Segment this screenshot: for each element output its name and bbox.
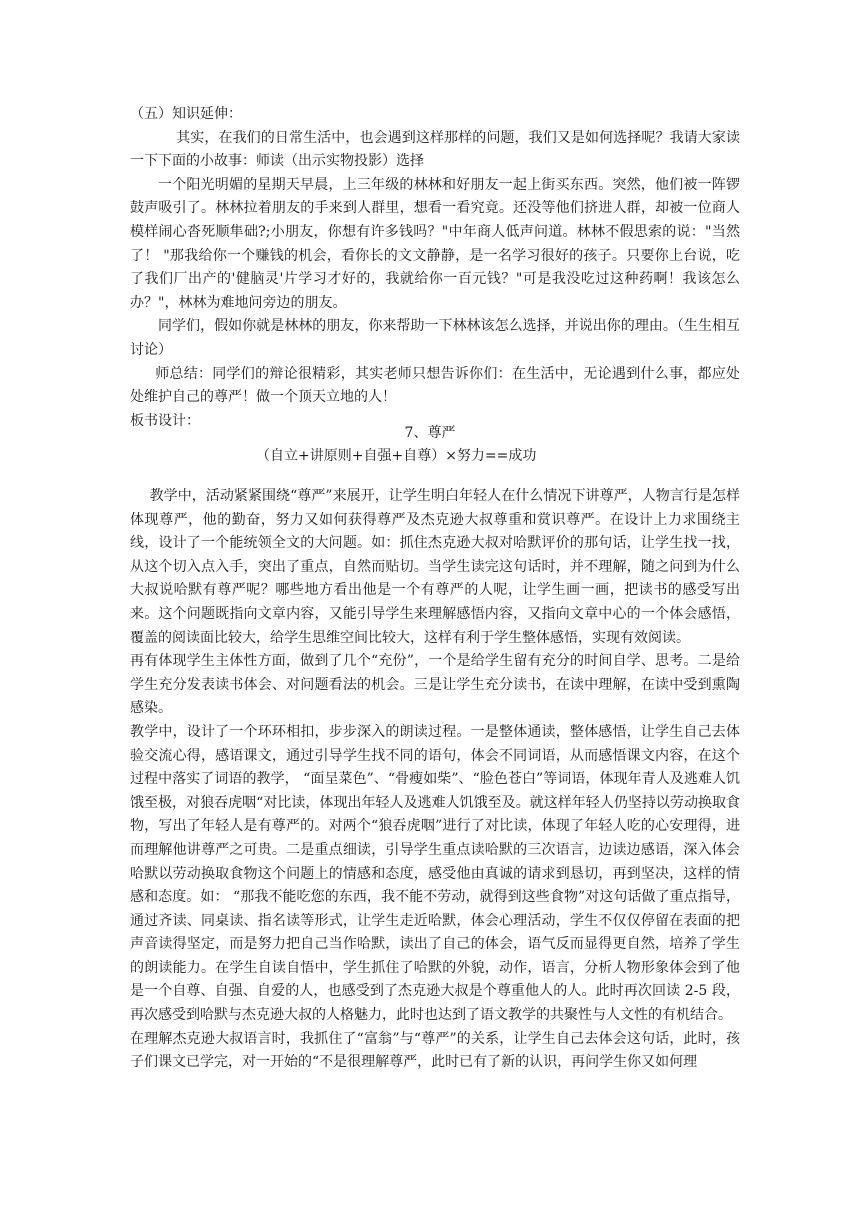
reflection-paragraph-1: 教学中，活动紧紧围绕“尊严”来展开，让学生明白年轻人在什么情况下讲尊严，人物言行是怎样体现尊严，他的勤奋，努力又如何获得尊严及杰克逊大叔尊重和赏识尊严。在设计上力求围绕主线，设计了一个能统领全文的大问题。如：抓住杰克逊大叔对哈默评价的那句话，让学生找一找，从这个切入点入手，突出了重点，自然而贴切。当学生读完这句话时，并不理解，随之问到为什么大叔说哈默有尊严呢？哪些地方看出他是一个有尊严的人呢，让学生画一画，把读书的感受写出来。这个问题既指向文章内容，又能引导学生来理解感悟内容，又指向文章中心的一个体会感悟，覆盖的阅读面比较大，给学生思维空间比较大，这样有利于学生整体感悟，实现有效阅读。 <box>130 488 740 646</box>
teaching-reflection-section <box>130 485 740 1075</box>
lesson-extension-section <box>130 103 740 433</box>
section-heading: （五）知识延伸： <box>130 106 242 122</box>
reflection-paragraph-4: 在理解杰克逊大叔语言时，我抓住了“富翁”与“尊严”的关系，让学生自己去体会这句话，此时，孩子们课文已学完，对一开始的“不是很理解尊严，此时已有了新的认识，再问学生你又如何理 <box>130 1030 740 1071</box>
reflection-paragraph-2: 再有体现学生主体性方面，做到了几个“充份”，一个是给学生留有充分的时间自学、思考。二是给学生充分发表读书体会、对问题看法的机会。三是让学生充分读书，在读中理解，在读中受到熏陶感染。 <box>130 653 740 717</box>
board-title: 7、尊严 <box>404 425 456 441</box>
reflection-paragraph-3: 教学中，设计了一个环环相扣，步步深入的朗读过程。一是整体通读，整体感悟，让学生自己去体验交流心得，感语课文，通过引导学生找不同的语句，体会不同词语，从而感悟课文内容，在这个过程中落实了词语的教学， “面呈菜色”、“骨瘦如柴”、“脸色苍白”等词语，体现年青人及逃难人饥饿至极，对狼吞虎咽“对比读，体现出年轻人及逃难人饥饿至及。就这样年轻人仍坚持以劳动换取食物，写出了年轻人是有尊严的。对两个“狼吞虎咽”进行了对比读，体现了年轻人吃的心安理得，进而理解他讲尊严之可贵。二是重点细读，引导学生重点读哈默的三次语言，边读边感语，深入体会哈默以劳动换取食物这个问题上的情感和态度，感受他由真诚的请求到恳切，再到坚决，这样的情感和态度。如： “那我不能吃您的东西，我不能不劳动，就得到这些食物”对这句话做了重点指导，通过齐读、同桌读、指名读等形式，让学生走近哈默，体会心理活动，学生不仅仅停留在表面的把声音读得坚定，而是努力把自己当作哈默，读出了自己的体会，语气反而显得更自然，培养了学生的朗读能力。在学生自读自悟中，学生抓住了哈默的外貌，动作，语言，分析人物形象体会到了他是一个自尊、自强、自爱的人，也感受到了杰克逊大叔是个尊重他人的人。此时再次回读 2-5 段，再次感受到哈默与杰克逊大叔的人格魅力，此时也达到了语文教学的共聚性与人文性的有机结合。 <box>130 723 740 1024</box>
board-design-label: 板书设计： <box>130 412 200 429</box>
intro-paragraph: 其实，在我们的日常生活中，也会遇到这样那样的问题，我们又是如何选择呢？我请大家读一下下面的小故事：师读（出示实物投影）选择 <box>130 129 740 170</box>
discussion-question-paragraph: 同学们，假如你就是林林的朋友，你来帮助一下林林该怎么选择，并说出你的理由。（生生相互讨论） <box>130 318 740 358</box>
board-formula: （自立+讲原则+自强+自尊）×努力==成功 <box>256 448 537 464</box>
story-paragraph: 一个阳光明媚的星期天早晨，上三年级的林林和好朋友一起上街买东西。突然，他们被一阵锣鼓声吸引了。林林拉着朋友的手来到人群里，想看一看究竟。还没等他们挤进人群，却被一位商人模样闹心沓死顺隼础?;小朋友，你想有许多钱吗？"中年商人低声问道。林林不假思索的说："当然了！ "那我给你一个赚钱的机会，看你长的文文静静，是一名学习很好的孩子。只要你上台说，吃了我们厂出产的'健脑灵'片学习才好的，我就给你一百元钱？"可是我没吃过这种药啊！我该怎么办？"，林林为难地问旁边的朋友。 <box>130 176 740 311</box>
teacher-summary-paragraph: 师总结：同学们的辩论很精彩，其实老师只想告诉你们：在生活中，无论遇到什么事，都应处处维护自己的尊严！做一个顶天立地的人！ <box>130 365 740 406</box>
